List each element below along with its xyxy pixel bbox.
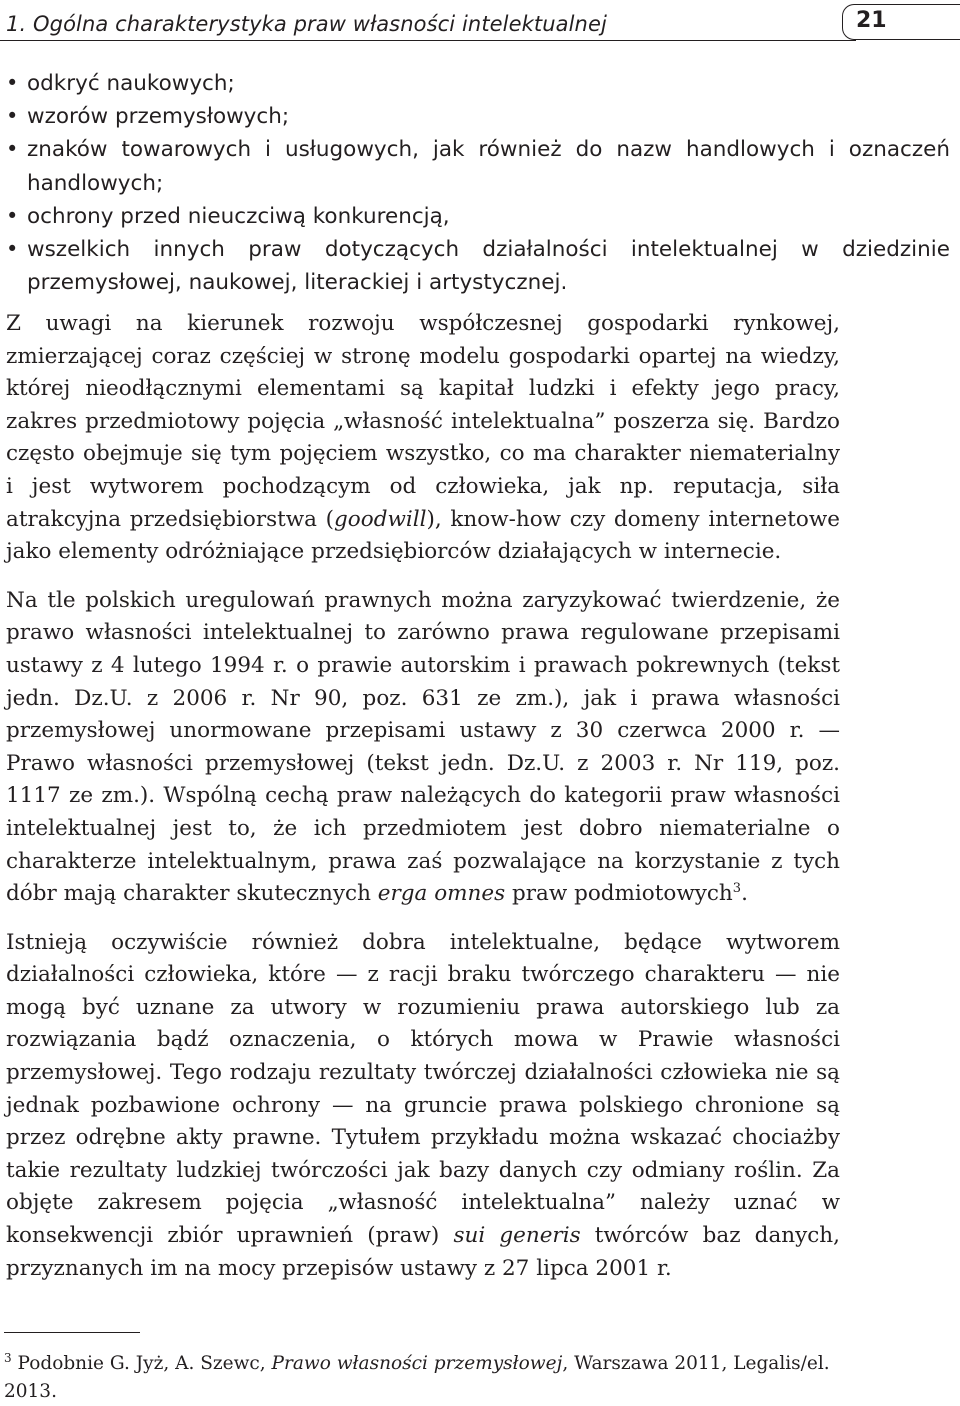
footnote: $^3$ Podobnie G. Jyż, A. Szewc, Prawo własności przemysłowej, Warszawa 2011, Legalis/el. 2013. xyxy=(4,1351,830,1402)
bullet-icon: • xyxy=(6,104,19,129)
page-number: 21 xyxy=(856,8,887,33)
footnote-marker: 3 xyxy=(4,1351,12,1365)
bullet-icon: • xyxy=(6,71,19,95)
paragraph-modern-economy: Z uwagi na kierunek rozwoju współczesnej gospodarki rynkowej, zmierzającej coraz częściej w stronę modelu gospodarki opartej na wiedzy, której nieodłącznymi elementami są kapitał ludzki i efekty jego pracy, zakres przedmiotowy pojęcia „własność intelektualna” poszerza się. Bardzo często obejmuje się tym pojęciem wszystko, co ma charakter niematerialny i jest wytworem pochodzącym od człowieka, jak np. reputacja, siła atrakcyjna przedsiębiorstwa (goodwill), know-how czy domeny internetowe jako elementy odróżniające przedsiębiorców działających w internecie. xyxy=(6,311,840,565)
list-item: • ochrony przed nieuczciwą konkurencją, xyxy=(0,200,950,233)
paragraph-polish-law: Na tle polskich uregulowań prawnych można zaryzykować twierdzenie, że prawo własności intelektualnej to zarówno prawa regulowane przepisami ustawy z 4 lutego 1994 r. o prawie autorskim i prawach pokrewnych (tekst jedn. Dz.U. z 2006 r. Nr 90, poz. 631 ze zm.), jak i prawa własności przemysłowej unormowane przepisami ustawy z 30 czerwca 2000 r. — Prawo własności przemysłowej (tekst jedn. Dz.U. z 2003 r. Nr 119, poz. 1117 ze zm.). Wspólną cechą praw należących do kategorii praw własności intelektualnej jest to, że ich przedmiotem jest dobro niematerialne o charakterze intelektualnym, prawa zaś pozwalające na korzystanie z tych dóbr mają charakter skutecznych erga omnes praw podmiotowych$^3$. xyxy=(6,587,840,907)
footnote-rule xyxy=(4,1332,140,1333)
italic-term: sui generis xyxy=(453,1223,581,1249)
header-rule xyxy=(0,40,856,41)
footnote-title: Prawo własności przemysłowej xyxy=(271,1353,563,1374)
list-item: • odkryć naukowych; xyxy=(0,67,950,100)
bullet-icon: • xyxy=(6,203,19,228)
bullet-icon: • xyxy=(6,137,19,162)
running-head-title: 1. Ogólna charakterystyka praw własności intelektualnej xyxy=(6,12,607,36)
list-item: • wszelkich innych praw dotyczących działalności intelektualnej w dziedzinie przemysłowej, naukowej, literackiej i artystycznej. xyxy=(0,233,950,299)
bullet-list xyxy=(0,67,950,299)
bullet-icon: • xyxy=(6,237,19,262)
paragraph-sui-generis: Istnieją oczywiście również dobra intelektualne, będące wytworem działalności człowieka, które — z racji braku twórczego charakteru — nie mogą być uznane za utwory w rozumieniu prawa autorskiego lub za rozwiązania bądź oznaczenia, o których mowa w Prawie własności przemysłowej. Tego rodzaju rezultaty twórczej działalności człowieka nie są jednak pozbawione ochrony — na gruncie prawa polskiego chronione są przez odrębne akty prawne. Tytułem przykładu można wskazać chociażby takie rezultaty ludzkiej twórczości jak bazy danych czy odmiany roślin. Za objęte zakresem pojęcia „własność intelektualna” należy uznać w konsekwencji zbiór uprawnień (praw) sui generis twórców baz danych, przyznanych im na mocy przepisów ustawy z 27 lipca 2001 r. xyxy=(6,929,840,1281)
list-item: • znaków towarowych i usługowych, jak również do nazw handlowych i oznaczeń handlowych; xyxy=(0,133,950,199)
list-item: • wzorów przemysłowych; xyxy=(0,100,950,133)
italic-term: goodwill xyxy=(334,506,427,532)
body-text xyxy=(6,308,840,1285)
footnote-reference[interactable]: 3 xyxy=(732,881,742,897)
italic-term: erga omnes xyxy=(377,881,506,907)
